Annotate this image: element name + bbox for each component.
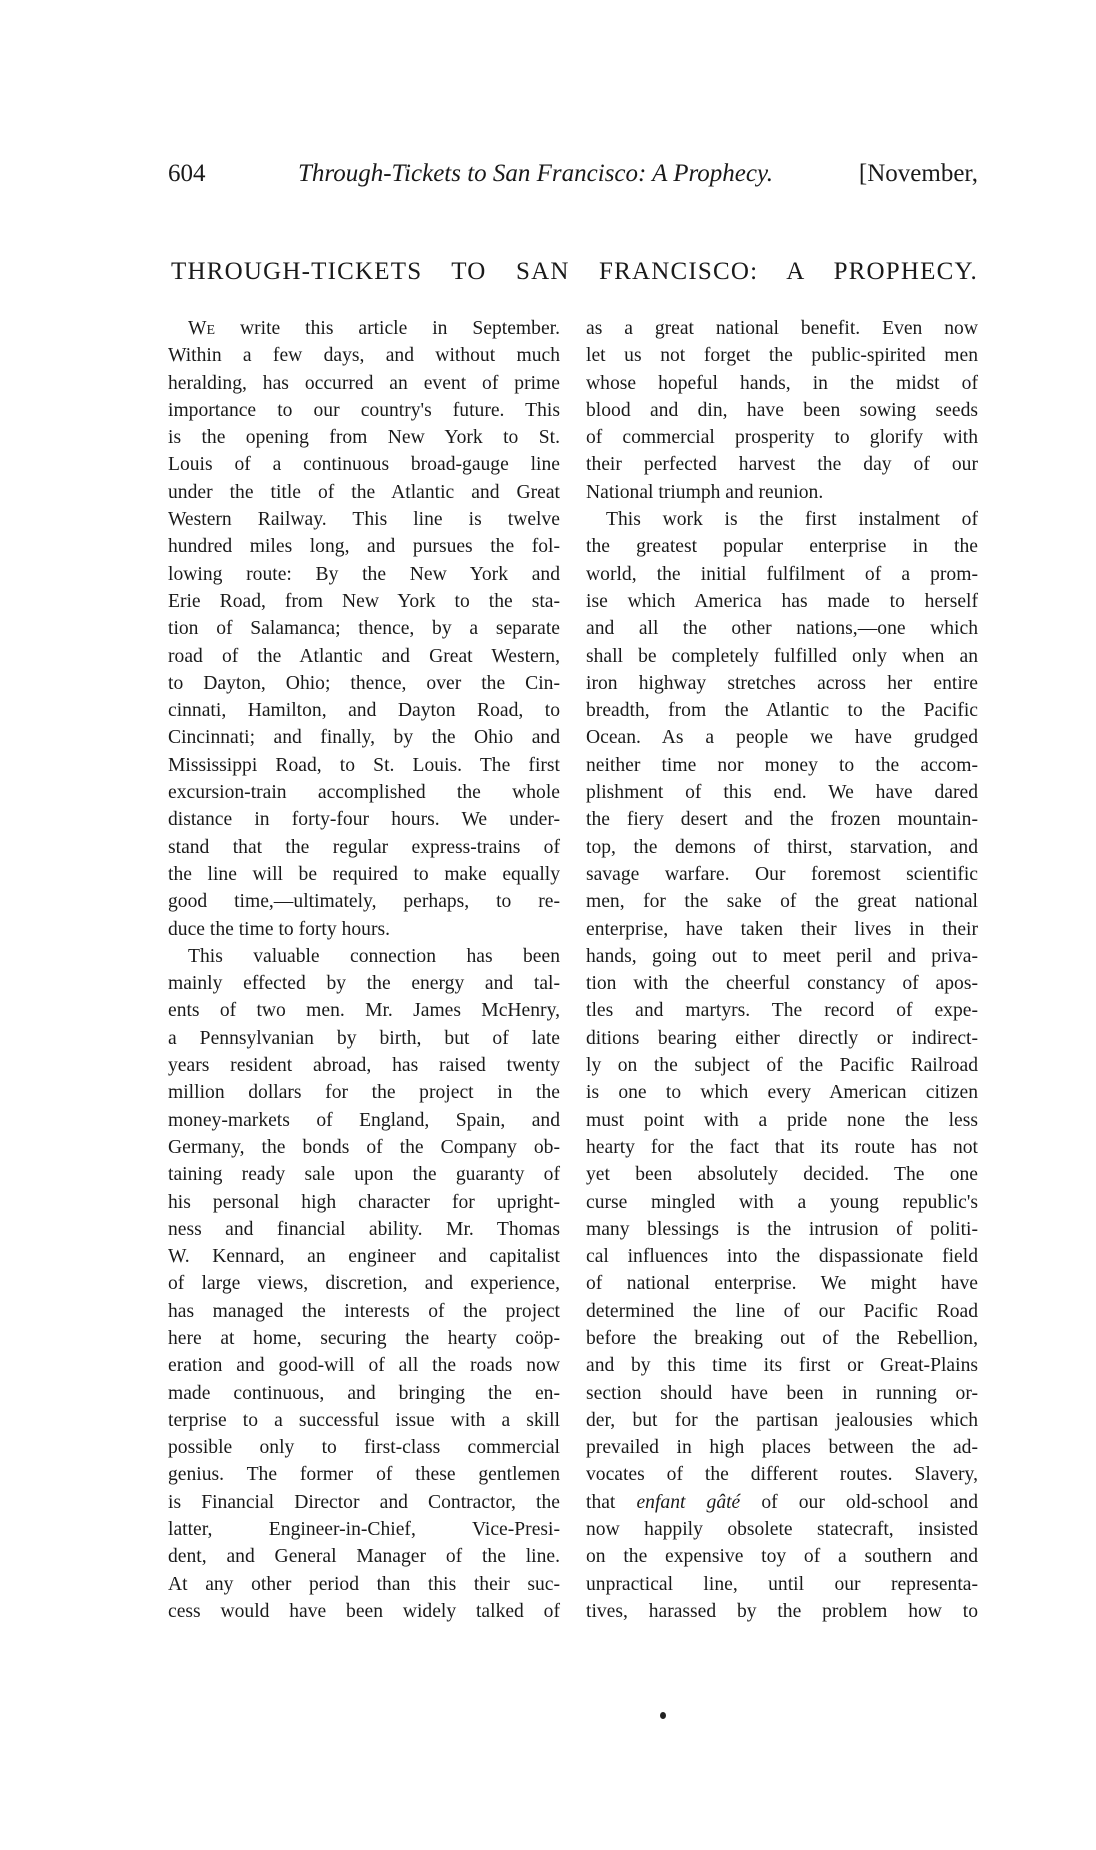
text-line: ness and financial ability. Mr. Thomas	[168, 1218, 560, 1240]
text-line: hands, going out to meet peril and priva-	[586, 945, 978, 967]
text-line: and all the other nations,—one which	[586, 618, 978, 640]
text-line: This work is the first instalment of	[606, 509, 978, 531]
text-line: terprise to a successful issue with a skill	[168, 1409, 560, 1431]
running-title: Through-Tickets to San Francisco: A Prophecy.	[298, 160, 773, 187]
text-line: road of the Atlantic and Great Western,	[168, 645, 560, 667]
text-line: taining ready sale upon the guaranty of	[168, 1164, 560, 1186]
text-line: under the title of the Atlantic and Great	[168, 481, 560, 503]
text-line: of large views, discretion, and experience,	[168, 1273, 560, 1295]
text-line: ly on the subject of the Pacific Railroad	[586, 1055, 978, 1077]
text-line: At any other period than this their suc-	[168, 1573, 560, 1595]
text-line: National triumph and reunion.	[586, 481, 824, 503]
text-line: lowing route: By the New York and	[168, 563, 560, 585]
text-line: prevailed in high places between the ad-	[586, 1437, 978, 1459]
text-line: Western Railway. This line is twelve	[168, 509, 560, 531]
text-line: enterprise, have taken their lives in their	[586, 918, 978, 940]
text-line: world, the initial fulfilment of a prom-	[586, 563, 978, 585]
text-line: let us not forget the public-spirited men	[586, 345, 978, 367]
text-line: Ocean. As a people we have grudged	[586, 727, 978, 749]
text-line: W. Kennard, an engineer and capitalist	[168, 1246, 560, 1268]
text-span: of our old-school and	[740, 1491, 979, 1513]
text-line: on the expensive toy of a southern and	[586, 1546, 978, 1568]
text-line: Germany, the bonds of the Company ob-	[168, 1136, 560, 1158]
right-column	[586, 315, 978, 1625]
text-line: his personal high character for upright-	[168, 1191, 560, 1213]
text-line: has managed the interests of the project	[168, 1300, 560, 1322]
text-line: as a great national benefit. Even now	[586, 318, 978, 339]
page-number: 604	[168, 160, 206, 187]
text-line: yet been absolutely decided. The one	[586, 1164, 978, 1186]
text-line: is Financial Director and Contractor, the	[168, 1491, 560, 1513]
text-line: the greatest popular enterprise in the	[586, 536, 978, 558]
text-line: top, the demons of thirst, starvation, and	[586, 836, 978, 858]
text-line: cal influences into the dispassionate field	[586, 1246, 978, 1268]
text-line	[586, 1489, 978, 1516]
text-line: section should have been in running or-	[586, 1382, 978, 1404]
printer-mark	[660, 1712, 666, 1719]
text-line: ise which America has made to herself	[586, 590, 978, 612]
text-line: tles and martyrs. The record of expe-	[586, 1000, 978, 1022]
text-line: duce the time to forty hours.	[168, 918, 391, 940]
text-line: determined the line of our Pacific Road	[586, 1300, 978, 1322]
text-line: the fiery desert and the frozen mountain-	[586, 809, 978, 831]
text-line: curse mingled with a young republic's	[586, 1191, 978, 1213]
text-line: and by this time its first or Great-Plains	[586, 1355, 978, 1377]
text-line: tion of Salamanca; thence, by a separate	[168, 618, 560, 640]
text-line: unpractical line, until our representa-	[586, 1573, 978, 1595]
text-line: the line will be required to make equally	[168, 863, 560, 885]
text-line: hundred miles long, and pursues the fol-	[168, 536, 560, 558]
text-span: write this article in September.	[215, 318, 560, 339]
text-line: Erie Road, from New York to the sta-	[168, 590, 560, 612]
text-line: tion with the cheerful constancy of apos-	[586, 973, 978, 995]
text-line: hearty for the fact that its route has not	[586, 1136, 978, 1158]
text-line: cess would have been widely talked of	[168, 1600, 560, 1622]
text-line: ents of two men. Mr. James McHenry,	[168, 1000, 560, 1022]
text-line: breadth, from the Atlantic to the Pacific	[586, 700, 978, 722]
text-line: tives, harassed by the problem how to	[586, 1600, 978, 1622]
text-line: Cincinnati; and finally, by the Ohio and	[168, 727, 560, 749]
text-line: iron highway stretches across her entire	[586, 672, 978, 694]
text-line: excursion-train accomplished the whole	[168, 782, 560, 804]
article-title: THROUGH-TICKETS TO SAN FRANCISCO: A PROPHECY.	[171, 258, 978, 285]
text-line: genius. The former of these gentlemen	[168, 1464, 560, 1486]
text-line: Mississippi Road, to St. Louis. The first	[168, 754, 560, 776]
text-line: latter, Engineer-in-Chief, Vice-Presi-	[168, 1519, 560, 1541]
text-line: cinnati, Hamilton, and Dayton Road, to	[168, 700, 560, 722]
text-line: men, for the sake of the great national	[586, 891, 978, 913]
text-line: der, but for the partisan jealousies which	[586, 1409, 978, 1431]
text-line: possible only to first-class commercial	[168, 1437, 560, 1459]
text-line: ditions bearing either directly or indirect-	[586, 1027, 978, 1049]
text-line: of national enterprise. We might have	[586, 1273, 978, 1295]
text-line: plishment of this end. We have dared	[586, 782, 978, 804]
text-line: dent, and General Manager of the line.	[168, 1546, 560, 1568]
text-line: whose hopeful hands, in the midst of	[586, 372, 978, 394]
text-line: years resident abroad, has raised twenty	[168, 1055, 560, 1077]
text-line	[168, 315, 560, 342]
text-line: must point with a pride none the less	[586, 1109, 978, 1131]
text-line: their perfected harvest the day of our	[586, 454, 978, 476]
text-line: heralding, has occurred an event of prime	[168, 372, 560, 394]
italic-phrase: enfant gâté	[636, 1491, 741, 1513]
text-line: eration and good-will of all the roads now	[168, 1355, 560, 1377]
text-line: made continuous, and bringing the en-	[168, 1382, 560, 1404]
text-line: is one to which every American citizen	[586, 1082, 978, 1104]
text-line: Louis of a continuous broad-gauge line	[168, 454, 560, 476]
text-line: blood and din, have been sowing seeds	[586, 399, 978, 421]
text-line: many blessings is the intrusion of politi-	[586, 1218, 978, 1240]
text-line: a Pennsylvanian by birth, but of late	[168, 1027, 560, 1049]
text-line: is the opening from New York to St.	[168, 427, 560, 449]
text-line: million dollars for the project in the	[168, 1082, 560, 1104]
text-line: now happily obsolete statecraft, insisted	[586, 1519, 978, 1541]
text-line: good time,—ultimately, perhaps, to re-	[168, 891, 560, 913]
drop-word: We	[188, 318, 216, 339]
text-line: neither time nor money to the accom-	[586, 754, 978, 776]
text-line: savage warfare. Our foremost scientific	[586, 863, 978, 885]
text-line: shall be completely fulfilled only when an	[586, 645, 978, 667]
text-line: distance in forty-four hours. We under-	[168, 809, 560, 831]
text-line: of commercial prosperity to glorify with	[586, 427, 978, 449]
text-line: money-markets of England, Spain, and	[168, 1109, 560, 1131]
text-line: mainly effected by the energy and tal-	[168, 973, 560, 995]
text-line: to Dayton, Ohio; thence, over the Cin-	[168, 672, 560, 694]
text-line: This valuable connection has been	[188, 945, 560, 967]
issue-month: [November,	[858, 160, 978, 187]
text-line: here at home, securing the hearty coöp-	[168, 1327, 560, 1349]
text-line: importance to our country's future. This	[168, 399, 560, 421]
text-span: that	[586, 1491, 637, 1513]
text-line: stand that the regular express-trains of	[168, 836, 560, 858]
text-line: vocates of the different routes. Slavery,	[586, 1464, 978, 1486]
text-line: Within a few days, and without much	[168, 345, 560, 367]
left-column	[168, 315, 560, 1625]
text-line: before the breaking out of the Rebellion,	[586, 1327, 978, 1349]
